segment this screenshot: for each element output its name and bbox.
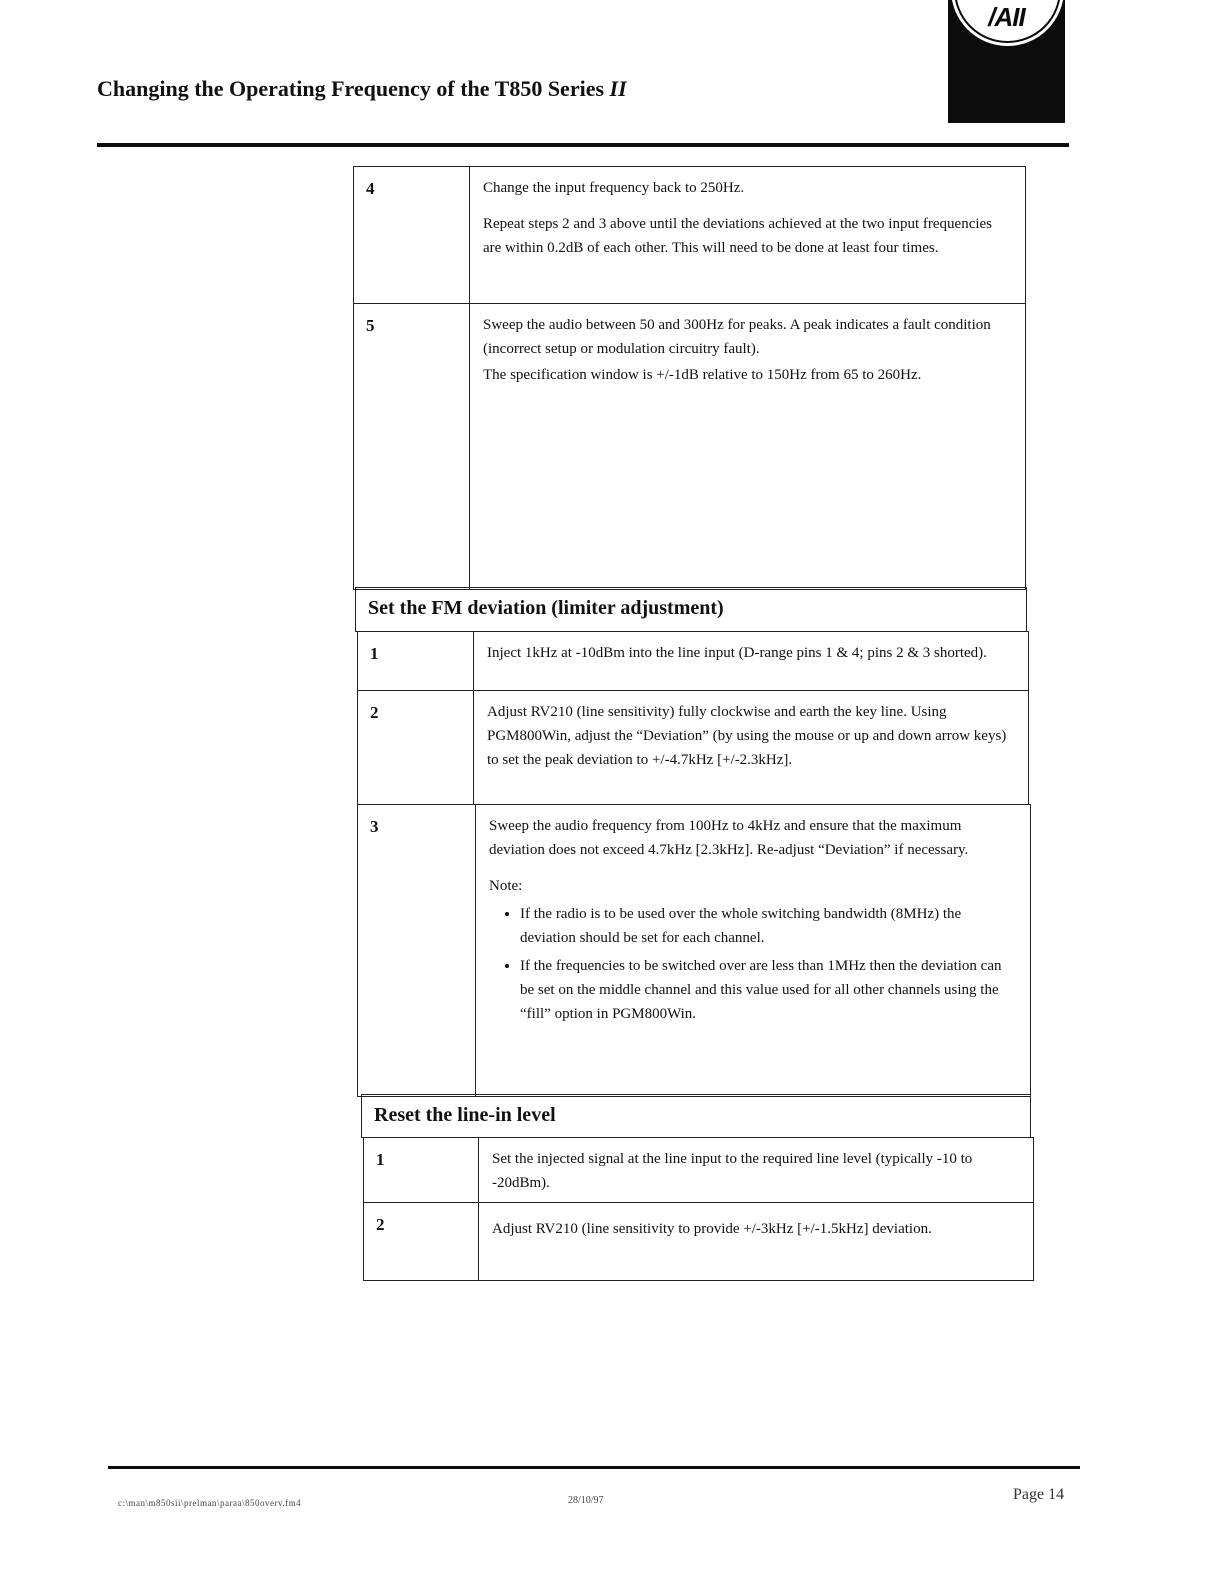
step-text: Inject 1kHz at -10dBm into the line input (D-range pins 1 & 4; pins 2 & 3 shorted).: [487, 645, 987, 661]
step-number: 4: [354, 167, 470, 305]
section-heading-fm-deviation: Set the FM deviation (limiter adjustment): [355, 587, 1027, 632]
footer-rule: [108, 1466, 1080, 1469]
header-rule: [97, 143, 1069, 147]
step-text: Sweep the audio frequency from 100Hz to 4kHz and ensure that the maximum deviation does not exceed 4.7kHz [2.3kHz]. Re-adjust “Deviation” if necessary. Note: • If the radio is to be used over the whole switching bandwidth (8MHz) the deviation should be set for each channel. • If the frequencies to be switched over are less than 1MHz then the deviation can be set on the middle channel and this value used for all other channels using the “fill” option in PGM800Win.: [476, 805, 1030, 1030]
section-heading-line-in: Reset the line-in level: [361, 1094, 1031, 1138]
list-item: • If the frequencies to be switched over are less than 1MHz then the deviation can be set on the middle channel and this value used for all other channels using the “fill” option in PGM800Win.: [520, 954, 1018, 1026]
step-number: 5: [354, 304, 470, 589]
step-text: Set the injected signal at the line input to the required line level (typically -10 to -20dBm).: [492, 1151, 973, 1191]
footer-file-path: c:\man\m850sii\prelman\paraa\850overv.fm4: [118, 1498, 302, 1508]
list-item: • If the radio is to be used over the whole switching bandwidth (8MHz) the deviation should be set for each channel.: [520, 902, 1018, 950]
step-text: Adjust RV210 (line sensitivity) fully clockwise and earth the key line. Using PGM800Win, adjust the “Deviation” (by using the mouse or up and down arrow keys) to set the peak deviation to +/-4.7kHz [+/-2.3kHz].: [487, 704, 1007, 768]
step-text: Adjust RV210 (line sensitivity to provide +/-3kHz [+/-1.5kHz] deviation.: [492, 1221, 932, 1237]
page-title: Changing the Operating Frequency of the T850 Series II: [97, 76, 627, 101]
step-number: 2: [364, 1203, 479, 1280]
table-row: [353, 303, 1026, 590]
step-number: 1: [358, 632, 474, 692]
company-logo: [948, 0, 1065, 123]
table-row: [363, 1137, 1034, 1205]
page-number: Page 14: [1013, 1486, 1065, 1503]
table-row: [357, 690, 1029, 807]
table-row: [353, 166, 1026, 306]
table-row: [357, 631, 1029, 693]
footer-date: 28/10/97: [568, 1495, 604, 1506]
step-number: 1: [364, 1138, 479, 1204]
table-row: [357, 804, 1031, 1097]
step-text: Change the input frequency back to 250Hz. Repeat steps 2 and 3 above until the deviations achieved at the two input frequencies are within 0.2dB of each other. This will need to be done at least four times.: [483, 180, 993, 256]
logo-text: /AII: [988, 2, 1025, 32]
step-number: 2: [358, 691, 474, 806]
step-text: Sweep the audio between 50 and 300Hz for peaks. A peak indicates a fault condition (incorrect setup or modulation circuitry fault). The specification window is +/-1dB relative to 150Hz from 65 to 260Hz.: [483, 317, 991, 383]
table-row: [363, 1202, 1034, 1281]
step-number: 3: [358, 805, 476, 1096]
notes-list: [489, 902, 1018, 1026]
